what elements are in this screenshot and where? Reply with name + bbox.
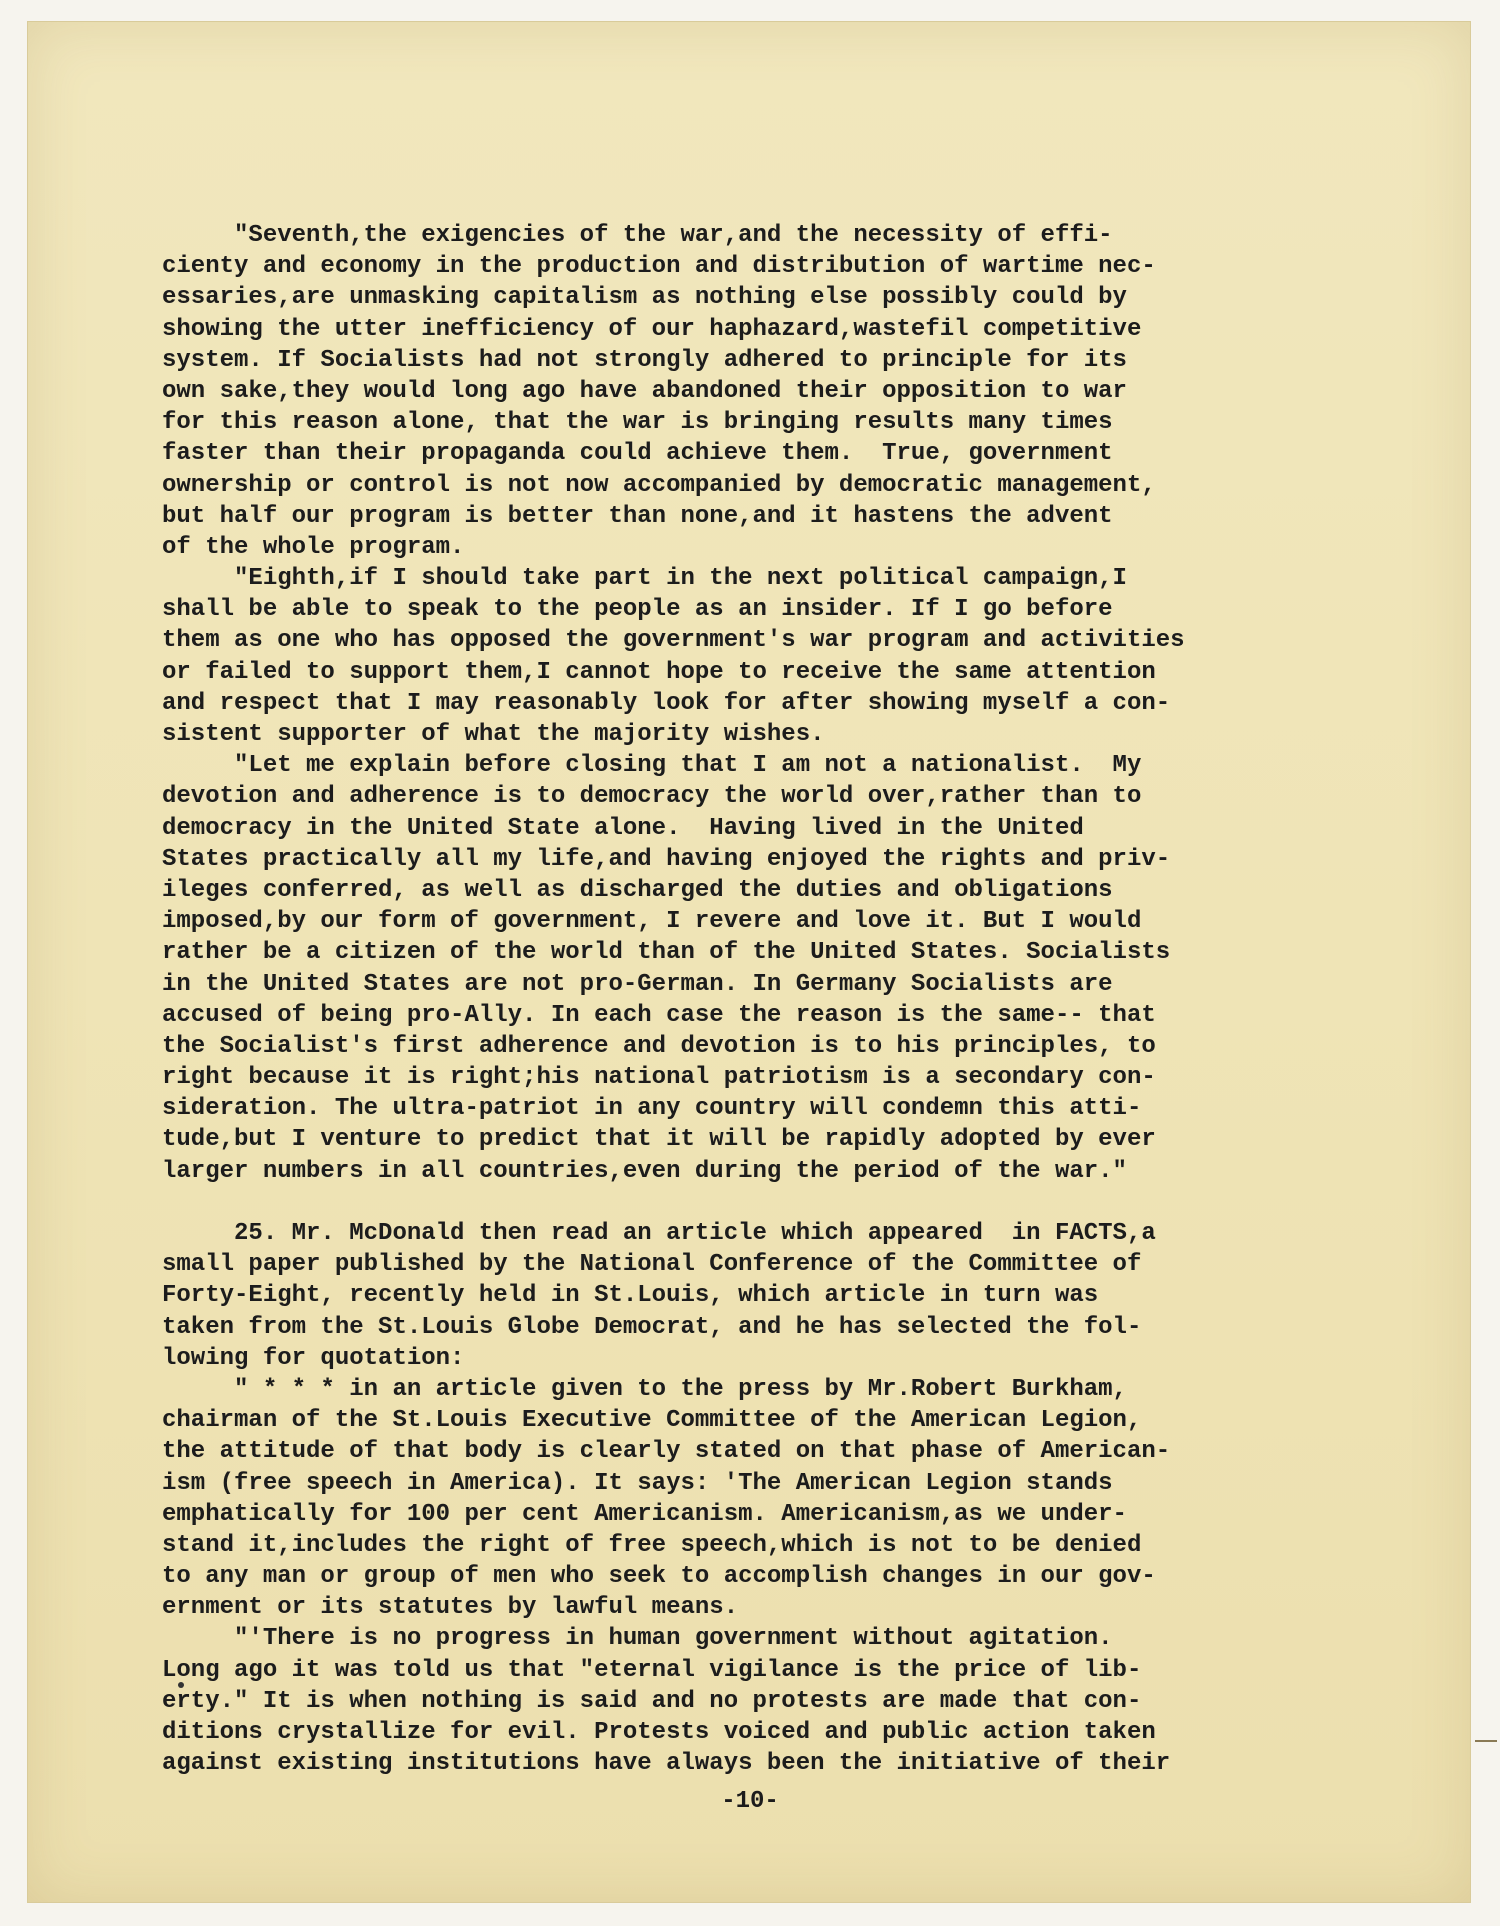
text-line: in the United States are not pro-German. In Germany Socialists are: [162, 970, 1113, 998]
paragraph-para-25: [162, 1218, 1392, 1374]
text-line: small paper published by the National Conference of the Committee of: [162, 1251, 1142, 1279]
text-line: accused of being pro-Ally. In each case the reason is the same-- that: [162, 1001, 1156, 1029]
text-line: the attitude of that body is clearly stated on that phase of American-: [162, 1438, 1171, 1466]
text-line: Forty-Eight, recently held in St.Louis, which article in turn was: [162, 1282, 1099, 1310]
text-line: right because it is right;his national patriotism is a secondary con-: [162, 1064, 1156, 1092]
text-line: or failed to support them,I cannot hope to receive the same attention: [162, 658, 1156, 686]
text-line: ditions crystallize for evil. Protests voiced and public action taken: [162, 1719, 1156, 1746]
text-line: tude,but I venture to predict that it will be rapidly adopted by ever: [162, 1126, 1156, 1154]
text-line: them as one who has opposed the government's war program and activities: [162, 627, 1185, 655]
page-number: -10-: [721, 1788, 779, 1815]
text-line: ism (free speech in America). It says: 'The American Legion stands: [162, 1469, 1113, 1497]
text-line: 25. Mr. McDonald then read an article which appeared in FACTS,a: [162, 1220, 1156, 1247]
text-line: for this reason alone, that the war is bringing results many times: [162, 409, 1113, 437]
text-line: stand it,includes the right of free speech,which is not to be denied: [162, 1531, 1142, 1559]
text-line: essaries,are unmasking capitalism as nothing else possibly could by: [162, 284, 1127, 312]
text-line: sistent supporter of what the majority wishes.: [162, 721, 825, 748]
text-line: ernment or its statutes by lawful means.: [162, 1594, 739, 1622]
text-line: sideration. The ultra-patriot in any country will condemn this atti-: [162, 1095, 1142, 1123]
text-line: taken from the St.Louis Globe Democrat, and he has selected the fol-: [162, 1313, 1142, 1341]
text-line: " * * * in an article given to the press by Mr.Robert Burkham,: [162, 1375, 1127, 1403]
text-line: emphatically for 100 per cent Americanism. Americanism,as we under-: [162, 1500, 1127, 1528]
typed-body-text: [162, 220, 1392, 1779]
text-line: lowing for quotation:: [162, 1344, 465, 1372]
text-line: imposed,by our form of government, I revere and love it. But I would: [162, 908, 1142, 936]
paragraph-para-eighth: [162, 563, 1392, 750]
paragraph-para-quote-burkham: [162, 1374, 1392, 1624]
text-line: chairman of the St.Louis Executive Committee of the American Legion,: [162, 1407, 1142, 1435]
text-line: democracy in the United State alone. Having lived in the United: [162, 814, 1084, 842]
text-line: devotion and adherence is to democracy the world over,rather than to: [162, 783, 1142, 811]
text-line: larger numbers in all countries,even during the period of the war.": [162, 1157, 1127, 1185]
text-line: rather be a citizen of the world than of the United States. Socialists: [162, 939, 1171, 967]
text-line: erty." It is when nothing is said and no protests are made that con-: [162, 1687, 1142, 1715]
text-line: cienty and economy in the production and distribution of wartime nec-: [162, 253, 1156, 281]
paragraph-gap: [162, 1187, 1392, 1218]
text-line: but half our program is better than none,and it hastens the advent: [162, 502, 1113, 530]
text-line: against existing institutions have always been the initiative of their: [162, 1750, 1171, 1778]
text-line: "Seventh,the exigencies of the war,and the necessity of effi-: [162, 222, 1113, 249]
text-line: of the whole program.: [162, 533, 465, 561]
text-line: ileges conferred, as well as discharged the duties and obligations: [162, 876, 1113, 904]
text-line: own sake,they would long ago have abandoned their opposition to war: [162, 377, 1127, 405]
text-line: "Let me explain before closing that I am not a nationalist. My: [162, 752, 1142, 780]
text-line: "Eighth,if I should take part in the next political campaign,I: [162, 565, 1127, 593]
text-line: shall be able to speak to the people as an insider. If I go before: [162, 596, 1113, 624]
text-line: the Socialist's first adherence and devotion is to his principles, to: [162, 1032, 1156, 1060]
text-line: ownership or control is not now accompanied by democratic management,: [162, 471, 1156, 499]
text-line: and respect that I may reasonably look for after showing myself a con-: [162, 689, 1171, 717]
text-line: States practically all my life,and having enjoyed the rights and priv-: [162, 845, 1171, 873]
paragraph-para-no-progress: [162, 1623, 1392, 1779]
paragraph-para-seventh: [162, 220, 1392, 563]
margin-mark: [1475, 1740, 1497, 1742]
paragraph-para-let-me-explain: [162, 750, 1392, 1187]
text-line: showing the utter inefficiency of our haphazard,wastefil competitive: [162, 315, 1142, 343]
text-line: to any man or group of men who seek to accomplish changes in our gov-: [162, 1563, 1156, 1591]
text-line: "'There is no progress in human government without agitation.: [162, 1625, 1113, 1653]
text-line: system. If Socialists had not strongly adhered to principle for its: [162, 346, 1127, 374]
text-line: Long ago it was told us that "eternal vigilance is the price of lib-: [162, 1656, 1142, 1684]
text-line: faster than their propaganda could achieve them. True, government: [162, 440, 1113, 468]
